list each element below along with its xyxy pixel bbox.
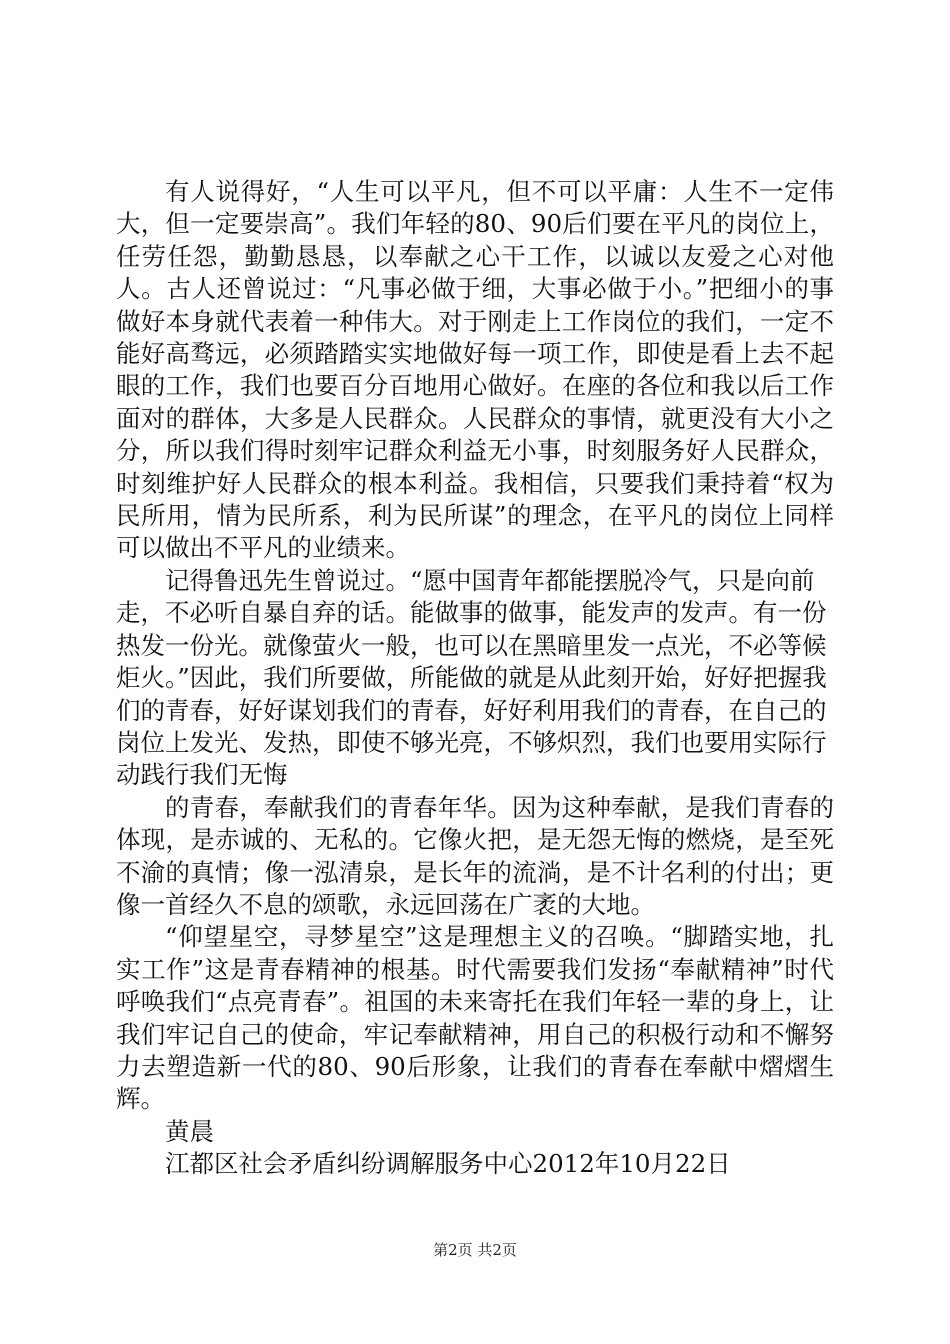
document-body xyxy=(116,176,834,1181)
page-indicator: 第2页 共2页 xyxy=(433,1241,517,1259)
signature-name: 黄晨 xyxy=(165,1116,214,1146)
paragraph-1: 有人说得好，“人生可以平凡，但不可以平庸：人生不一定伟大，但一定要崇高”。我们年轻的80、90后们要在平凡的岗位上，任劳任怨，勤勤恳恳，以奉献之心干工作，以诚以友爱之心对他人。古人还曾说过：“凡事必做于细，大事必做于小。”把细小的事做好本身就代表着一种伟大。对于刚走上工作岗位的我们，一定不能好高骛远，必须踏踏实实地做好每一项工作，即使是看上去不起眼的工作，我们也要百分百地用心做好。在座的各位和我以后工作面对的群体，大多是人民群众。人民群众的事情，就更没有大小之分，所以我们得时刻牢记群众利益无小事，时刻服务好人民群众，时刻维护好人民群众的根本利益。我相信，只要我们秉持着“权为民所用，情为民所系，利为民所谋”的理念，在平凡的岗位上同样可以做出不平凡的业绩来。 xyxy=(116,177,834,563)
page-footer xyxy=(0,1240,950,1260)
paragraph-2: 记得鲁迅先生曾说过。“愿中国青年都能摆脱冷气，只是向前走，不必听自暴自弃的话。能做事的做事，能发声的发声。有一份热发一份光。就像萤火一般，也可以在黑暗里发一点光，不必等候炬火。”因此，我们所要做，所能做的就是从此刻开始，好好把握我们的青春，好好谋划我们的青春，好好利用我们的青春，在自己的岗位上发光、发热，即使不够光亮，不够炽烈，我们也要用实际行动践行我们无悔 xyxy=(116,565,827,790)
signature-org-date: 江都区社会矛盾纠纷调解服务中心2012年10月22日 xyxy=(165,1149,731,1179)
paragraph-3: 的青春，奉献我们的青春年华。因为这种奉献，是我们青春的体现，是赤诚的、无私的。它像火把，是无怨无悔的燃烧，是至死不渝的真情；像一泓清泉，是长年的流淌，是不计名利的付出；更像一首经久不息的颂歌，永远回荡在广袤的大地。 xyxy=(116,792,834,919)
paragraph-4: “仰望星空，寻梦星空”这是理想主义的召唤。“脚踏实地，扎实工作”这是青春精神的根基。时代需要我们发扬“奉献精神”时代呼唤我们“点亮青春”。祖国的未来寄托在我们年轻一辈的身上，让我们牢记自己的使命，牢记奉献精神，用自己的积极行动和不懈努力去塑造新一代的80、90后形象，让我们的青春在奉献中熠熠生辉。 xyxy=(116,922,834,1114)
